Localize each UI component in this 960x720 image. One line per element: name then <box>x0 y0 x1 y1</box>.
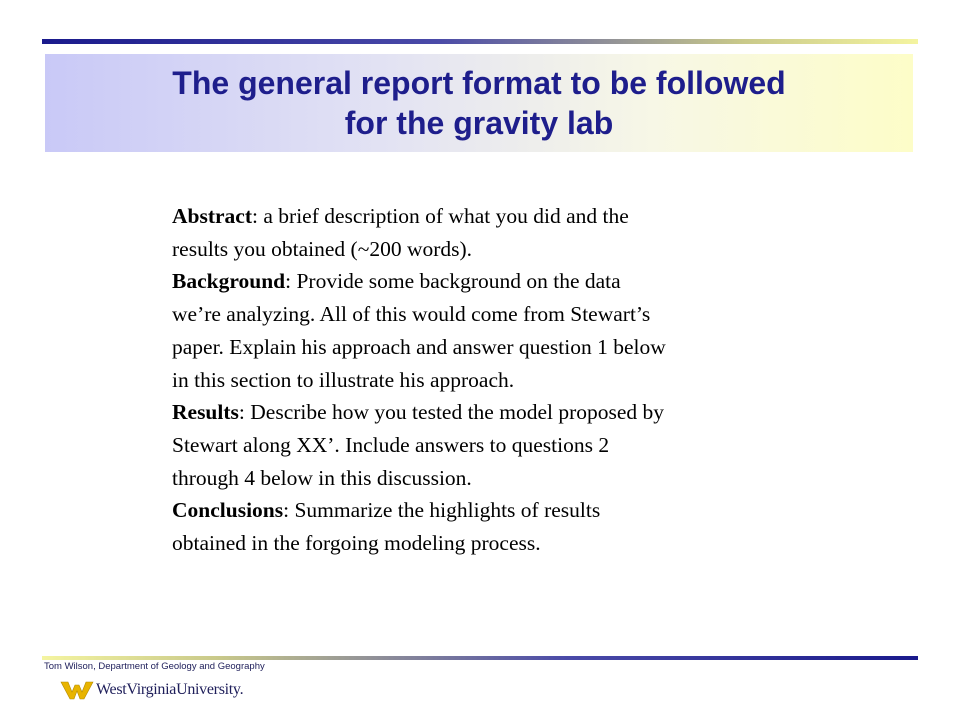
wvu-logo-text: WestVirginiaUniversity. <box>96 681 244 698</box>
background-line-3: paper. Explain his approach and answer question 1 below <box>172 334 666 359</box>
results-line-1 <box>172 396 812 429</box>
report-format-body <box>172 200 812 560</box>
abstract-line-1 <box>172 200 812 233</box>
wvu-logo <box>60 678 243 702</box>
background-term: Background <box>172 269 286 294</box>
conclusions-term: Conclusions <box>172 498 284 523</box>
footer-credit: Tom Wilson, Department of Geology and Geography <box>44 661 265 672</box>
background-line-4: in this section to illustrate his approach. <box>172 367 515 392</box>
results-term: Results <box>172 400 239 425</box>
background-line-2: we’re analyzing. All of this would come from Stewart’s <box>172 302 651 327</box>
abstract-term: Abstract <box>172 204 253 228</box>
slide-title-line-2: for the gravity lab <box>344 105 614 141</box>
results-line-3: through 4 below in this discussion. <box>172 465 472 490</box>
results-text-1: : Describe how you tested the model proposed by <box>238 400 665 425</box>
background-line-1 <box>172 265 812 298</box>
abstract-line-2: results you obtained (~200 words). <box>172 236 473 261</box>
top-divider <box>42 39 918 44</box>
title-banner <box>45 54 913 152</box>
conclusions-text-1: : Summarize the highlights of results <box>283 498 601 523</box>
results-line-2: Stewart along XX’. Include answers to questions 2 <box>172 432 610 457</box>
background-text-1: : Provide some background on the data <box>285 269 621 294</box>
conclusions-line-1 <box>172 494 812 527</box>
abstract-text-1: : a brief description of what you did and the <box>252 204 629 228</box>
wvu-flying-wv-icon <box>60 679 94 701</box>
slide-title-line-1: The general report format to be followed <box>172 65 786 101</box>
conclusions-line-2: obtained in the forgoing modeling process. <box>172 531 541 556</box>
bottom-divider <box>42 656 918 660</box>
